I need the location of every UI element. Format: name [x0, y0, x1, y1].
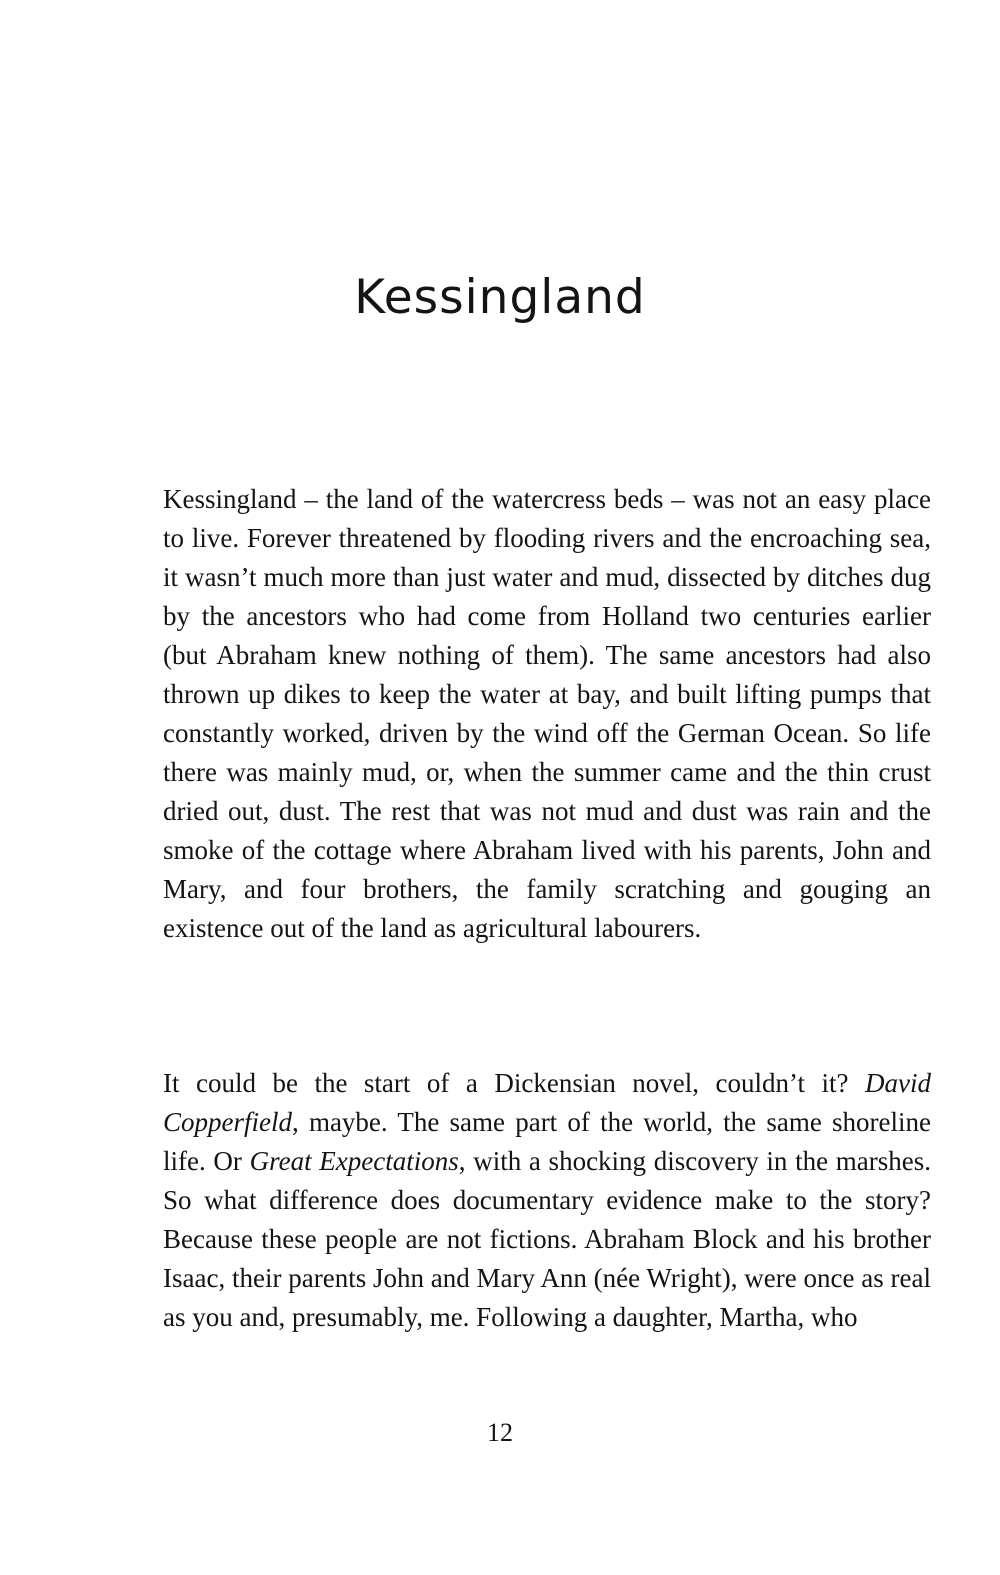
- paragraph-2: [163, 1064, 931, 1337]
- book-title-great-expectations: Great Expectations: [249, 1146, 459, 1176]
- book-title-david-copperfield: David Copperfield: [163, 1068, 931, 1137]
- paragraph-2-text: It could be the start of a Dickensian novel, couldn’t it?: [163, 1068, 866, 1098]
- paragraph-1: Kessingland – the land of the watercress beds – was not an easy place to live. Forever threatened by flooding rivers and the encroaching sea, it wasn’t much more than just water and mud, dissected by ditches dug by the ancestors who had come from Holland two centuries earlier (but Abraham knew nothing of them). The same ancestors had also thrown up dikes to keep the water at bay, and built lifting pumps that constantly worked, driven by the wind off the German Ocean. So life there was mainly mud, or, when the summer came and the thin crust dried out, dust. The rest that was not mud and dust was rain and the smoke of the cottage where Abraham lived with his parents, John and Mary, and four brothers, the family scratching and gouging an existence out of the land as agricultural labourers.: [163, 484, 931, 943]
- page-number: 12: [487, 1418, 513, 1447]
- chapter-title: Kessingland: [354, 270, 646, 325]
- paragraph-2-text: , maybe. The same part of the world, the same shoreline life. Or: [163, 1107, 931, 1176]
- paragraph-2-text: , with a shocking discovery in the marshes. So what difference does documentary evidence make to the story? Because these people are not fictions. Abraham Block and his brother Isaac, their parents John and Mary Ann (née Wright), were once as real as you and, presumably, me. Following a daughter, Martha, who: [163, 1146, 931, 1332]
